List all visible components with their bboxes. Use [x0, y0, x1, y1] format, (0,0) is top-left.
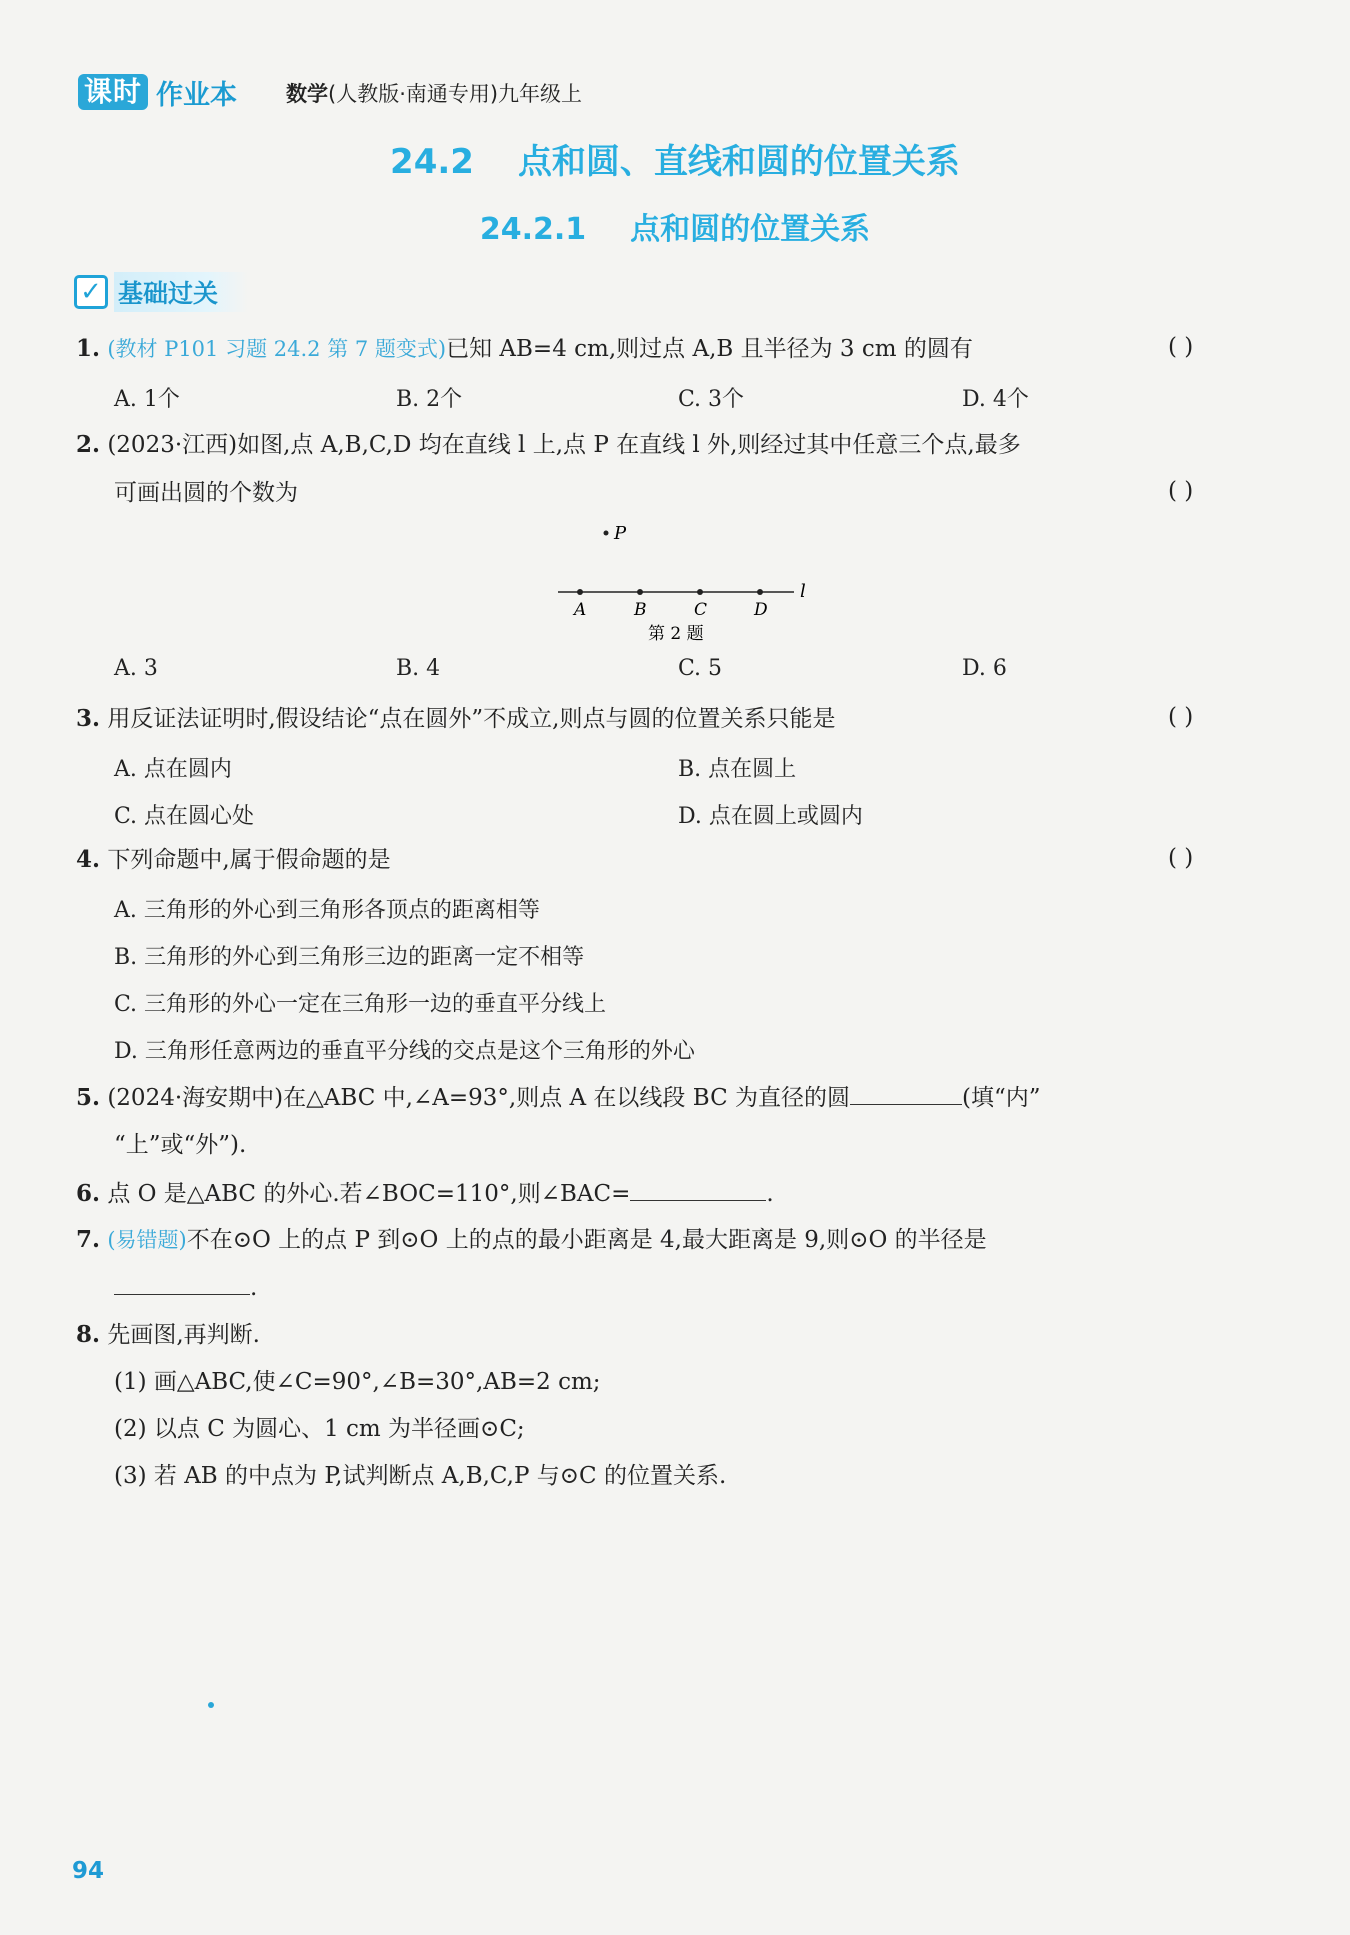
- option-b: B. 点在圆上: [678, 757, 797, 782]
- point-b-dot: [637, 589, 643, 595]
- option-c: C. 5: [678, 656, 723, 681]
- checkbox-icon: ✓: [74, 275, 108, 309]
- question-8-part-2: (2) 以点 C 为圆心、1 cm 为半径画⊙C;: [114, 1416, 525, 1442]
- point-d-dot: [757, 589, 763, 595]
- answer-paren: ( ): [1168, 334, 1194, 360]
- question-3: [76, 704, 835, 734]
- question-text: 用反证法证明时,假设结论“点在圆外”不成立,则点与圆的位置关系只能是: [107, 706, 836, 732]
- question-number: 6.: [76, 1180, 101, 1207]
- question-text: 已知 AB=4 cm,则过点 A,B 且半径为 3 cm 的圆有: [446, 336, 973, 362]
- question-text: 点 O 是△ABC 的外心.若∠BOC=110°,则∠BAC=: [107, 1181, 631, 1207]
- point-p-dot: [604, 531, 609, 536]
- option-c: C. 点在圆心处: [114, 804, 255, 829]
- point-c-dot: [697, 589, 703, 595]
- question-8: [76, 1320, 260, 1350]
- page-number: 94: [72, 1858, 105, 1884]
- question-2: [76, 430, 1021, 460]
- question-1: [76, 334, 973, 364]
- question-text: (2023·江西)如图,点 A,B,C,D 均在直线 l 上,点 P 在直线 l 外,则经过其中任意三个点,最多: [107, 432, 1021, 458]
- question-text-end: (填“内”: [961, 1085, 1041, 1111]
- line-l-label: l: [800, 581, 806, 602]
- answer-paren: ( ): [1168, 478, 1194, 504]
- point-d-label: D: [754, 600, 768, 620]
- section-title-text: 点和圆、直线和圆的位置关系: [517, 142, 960, 182]
- question-8-part-3: (3) 若 AB 的中点为 P,试判断点 A,B,C,P 与⊙C 的位置关系.: [114, 1463, 727, 1489]
- point-c-label: C: [694, 600, 708, 620]
- question-text: 下列命题中,属于假命题的是: [107, 847, 391, 873]
- option-d: D. 三角形任意两边的垂直平分线的交点是这个三角形的外心: [114, 1039, 695, 1064]
- question-number: 5.: [76, 1084, 101, 1111]
- subject-edition: (人教版·南通专用)九年级上: [328, 82, 583, 106]
- option-b: B. 三角形的外心到三角形三边的距离一定不相等: [114, 945, 585, 970]
- question-source: (教材 P101 习题 24.2 第 7 题变式): [107, 337, 447, 361]
- question-number: 4.: [76, 846, 101, 873]
- question-source: (易错题): [107, 1228, 187, 1252]
- question-8-part-1: (1) 画△ABC,使∠C=90°,∠B=30°,AB=2 cm;: [114, 1369, 601, 1395]
- answer-blank[interactable]: [850, 1082, 962, 1105]
- section-number: 24.2: [390, 142, 474, 182]
- point-a-dot: [577, 589, 583, 595]
- option-d: D. 4个: [962, 387, 1029, 412]
- logo-box: 课时: [78, 74, 148, 110]
- question-7: [76, 1225, 987, 1255]
- subject-info: [286, 78, 582, 108]
- question-2-line2: 可画出圆的个数为: [114, 480, 298, 506]
- option-b: B. 2个: [396, 387, 463, 412]
- question-number: 1.: [76, 335, 101, 362]
- option-b: B. 4: [396, 656, 441, 681]
- answer-blank[interactable]: [630, 1178, 766, 1201]
- decorative-dot: [208, 1702, 214, 1708]
- section-label: 基础过关: [114, 272, 248, 312]
- option-d: D. 6: [962, 656, 1007, 681]
- answer-blank[interactable]: [114, 1272, 250, 1295]
- question-4: [76, 845, 391, 875]
- question-end: .: [250, 1275, 258, 1301]
- question-text: (2024·海安期中)在△ABC 中,∠A=93°,则点 A 在以线段 BC 为直径的圆: [107, 1085, 850, 1111]
- option-d: D. 点在圆上或圆内: [678, 804, 863, 829]
- point-b-label: B: [634, 600, 647, 620]
- answer-paren: ( ): [1168, 704, 1194, 730]
- section-header: [74, 272, 248, 312]
- section-title: [0, 134, 1350, 183]
- question-end: .: [766, 1181, 774, 1207]
- question-7-line2: [114, 1272, 257, 1303]
- answer-paren: ( ): [1168, 845, 1194, 871]
- question-5: [76, 1082, 1040, 1113]
- option-a: A. 3: [114, 656, 158, 681]
- subsection-number: 24.2.1: [479, 212, 587, 247]
- question-number: 8.: [76, 1321, 101, 1348]
- question-text: 先画图,再判断.: [107, 1322, 260, 1348]
- option-a: A. 点在圆内: [114, 757, 232, 782]
- brand-logo: [78, 74, 237, 110]
- question-number: 2.: [76, 431, 101, 458]
- option-a: A. 1个: [114, 387, 180, 412]
- figure-q2: [540, 515, 830, 645]
- point-a-label: A: [574, 600, 587, 620]
- subsection-title: [0, 204, 1350, 248]
- point-p-label: P: [614, 523, 627, 544]
- logo-text: 作业本: [156, 79, 238, 111]
- question-text: 不在⊙O 上的点 P 到⊙O 上的点的最小距离是 4,最大距离是 9,则⊙O 的半径是: [186, 1227, 987, 1253]
- question-number: 7.: [76, 1226, 101, 1253]
- question-6: [76, 1178, 774, 1209]
- option-c: C. 三角形的外心一定在三角形一边的垂直平分线上: [114, 992, 607, 1017]
- subject-name: 数学: [286, 82, 328, 106]
- figure-caption: 第 2 题: [648, 624, 704, 644]
- question-number: 3.: [76, 705, 101, 732]
- option-a: A. 三角形的外心到三角形各顶点的距离相等: [114, 898, 540, 923]
- subsection-title-text: 点和圆的位置关系: [630, 212, 871, 247]
- option-c: C. 3个: [678, 387, 745, 412]
- question-5-line2: “上”或“外”).: [114, 1132, 247, 1158]
